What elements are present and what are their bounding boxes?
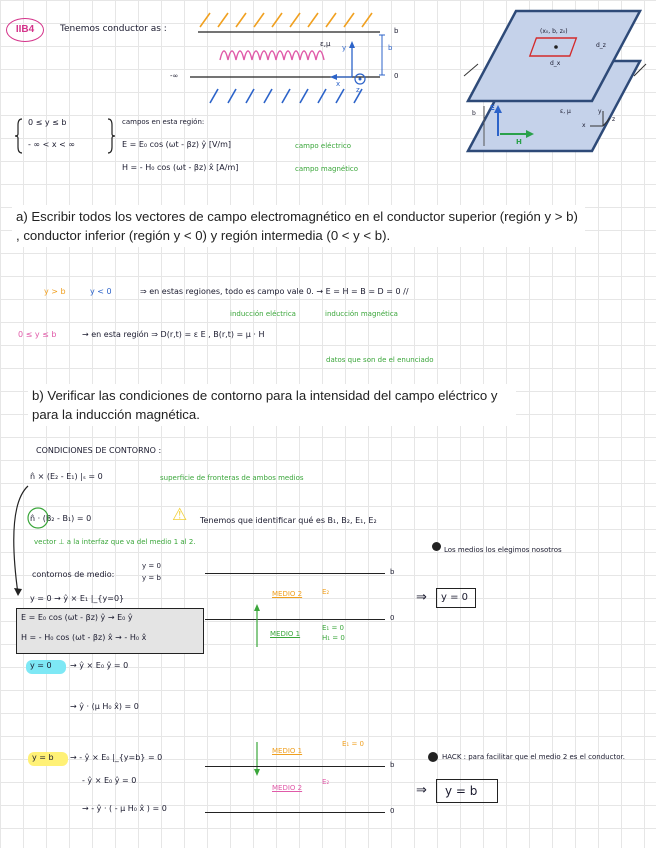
fig-dz: d_z	[596, 42, 606, 49]
fig-x: x	[582, 122, 586, 129]
answer-a-line1: ⇒ en estas regiones, todo es campo vale 0. → E = H = B = D = 0 //	[140, 287, 409, 296]
top-h1: H₁ = 0	[322, 634, 345, 642]
yb-dot: → - ŷ · ( - μ H₀ x̂ ) = 0	[82, 804, 167, 813]
given-domain-x: - ∞ < x < ∞	[28, 140, 76, 149]
fig-eps-mu: ε, μ	[560, 108, 571, 115]
fig-dx: d_x	[550, 60, 561, 67]
answer-a-note-d: inducción eléctrica	[230, 310, 296, 318]
answer-y0-box	[436, 588, 476, 608]
field-box	[16, 608, 204, 654]
n-hat-circle	[26, 506, 50, 530]
slab-b-side: b	[388, 44, 393, 52]
fig-coords: (x₀, b, z₀)	[540, 28, 568, 35]
question-b: b) Verificar las condiciones de contorno para la intensidad del campo eléctrico y para la inducción magnética.	[28, 384, 516, 426]
question-a: a) Escribir todos los vectores de campo electromagnético en el conductor superior (región y > b) , conductor inferior (región y < 0) y región intermedia (0 < y < b).	[12, 205, 585, 247]
slab-x-label: x	[336, 80, 341, 88]
fig-b: b	[472, 110, 476, 117]
yb-cross2: - ŷ × E₀ ŷ = 0	[82, 776, 137, 785]
yb-highlight: y = b	[32, 753, 54, 762]
problem-badge	[6, 18, 44, 42]
top-e2: E₂	[322, 588, 330, 596]
y0-highlight: y = 0	[30, 661, 52, 670]
header-title: Tenemos conductor as :	[60, 24, 167, 34]
bc-eq2-note: vector ⊥ a la interfaz que va del medio 1 al 2.	[34, 538, 196, 546]
given-H: H = - H₀ cos (ωt - βz) x̂ [A/m]	[122, 163, 239, 172]
side-note-bullet	[432, 542, 441, 551]
fig-y: y	[598, 108, 602, 115]
top-medio2: MEDIO 2	[272, 590, 303, 598]
y0-dot: → ŷ · (μ H₀ x̂) = 0	[70, 702, 139, 711]
warning-icon: ⚠	[172, 505, 188, 525]
top-e1: E₁ = 0	[322, 624, 344, 632]
warning-text: Tenemos que identificar qué es B₁, B₂, E₁, E₂	[200, 516, 377, 525]
bottom-line-0	[205, 812, 385, 813]
contour-y0: y = 0	[142, 562, 161, 570]
contour-label: contornos de medio:	[32, 570, 115, 579]
given-H-note: campo magnético	[295, 165, 359, 173]
bc-eq1-note: superficie de fronteras de ambos medios	[160, 474, 304, 482]
slab-minus-inf: -∞	[170, 72, 179, 80]
slab-z-label: z	[356, 86, 360, 94]
field-box-E: E = E₀ cos (ωt - βz) ŷ → E₀ ŷ	[21, 613, 133, 622]
answer-a-cond3: 0 ≤ y ≤ b	[18, 330, 57, 339]
answer-a-note-b: inducción magnética	[325, 310, 398, 318]
bc-title: CONDICIONES DE CONTORNO :	[36, 446, 162, 455]
yb-cross: → - ŷ × E₀ |_{y=b} = 0	[70, 753, 163, 762]
bottom-e1: E₁ = 0	[342, 740, 364, 748]
top-n-arrow	[252, 602, 262, 652]
contour-yb: y = b	[142, 574, 161, 582]
bottom-line-b	[205, 766, 385, 767]
hack-bullet	[428, 752, 438, 762]
given-E-note: campo eléctrico	[295, 142, 352, 150]
y0-cross: → ŷ × E₀ ŷ = 0	[70, 661, 129, 670]
answer-a-cond2: y < 0	[90, 287, 112, 296]
given-E: E = E₀ cos (ωt - βz) ŷ [V/m]	[122, 140, 232, 149]
bottom-medio1: MEDIO 1	[272, 747, 303, 755]
bottom-medio2: MEDIO 2	[272, 784, 303, 792]
implies-bottom: ⇒	[416, 783, 427, 798]
answer-yb-box	[436, 779, 498, 803]
slab-y-label: y	[342, 44, 347, 52]
given-note: campos en esta región:	[122, 118, 205, 126]
bc-bracket-arrow	[4, 480, 34, 600]
fig-z: z	[612, 116, 616, 123]
bc-eq2: n̂ · (B₂ - B₁) = 0	[30, 514, 92, 523]
top-b-label: b	[390, 568, 395, 576]
slab-zero: 0	[394, 72, 399, 80]
field-box-H: H = - H₀ cos (ωt - βz) x̂ → - H₀ x̂	[21, 633, 147, 642]
hack-label: HACK : para facilitar que el medio 2 es el conductor.	[442, 753, 625, 761]
bottom-e2: E₂	[322, 778, 330, 786]
fig-E: E	[490, 104, 495, 112]
answer-a-note-given: datos que son de el enunciado	[326, 356, 434, 364]
top-line-b	[205, 573, 385, 574]
given-brace-right	[106, 118, 116, 154]
y0-line: y = 0 → ŷ × E₁ |_{y=0}	[30, 594, 125, 603]
side-note: Los medios los elegimos nosotros	[444, 546, 562, 554]
top-zero-label: 0	[390, 614, 395, 622]
slab-eps-mu: ε,μ	[320, 40, 331, 48]
implies-top: ⇒	[416, 590, 427, 605]
slab-diagram	[170, 5, 410, 105]
top-line-0	[205, 619, 385, 620]
top-medio1: MEDIO 1	[270, 630, 301, 638]
problem-id: IIB4	[15, 24, 35, 35]
bottom-n-arrow	[252, 738, 262, 778]
bc-eq1: n̂ × (E₂ - E₁) |ₛ = 0	[30, 472, 103, 481]
bottom-b-label: b	[390, 761, 395, 769]
slab-b-top: b	[394, 27, 399, 35]
bottom-zero-label: 0	[390, 807, 395, 815]
answer-a-cond1: y > b	[44, 287, 66, 296]
fig-H: H	[516, 138, 522, 146]
given-brace	[14, 118, 24, 154]
answer-yb: y = b	[445, 784, 478, 798]
given-domain-y: 0 ≤ y ≤ b	[28, 118, 67, 127]
answer-a-line2: → en esta región ⇒ D(r,t) = ε E , B(r,t) = μ · H	[82, 330, 265, 339]
answer-y0: y = 0	[441, 592, 469, 603]
